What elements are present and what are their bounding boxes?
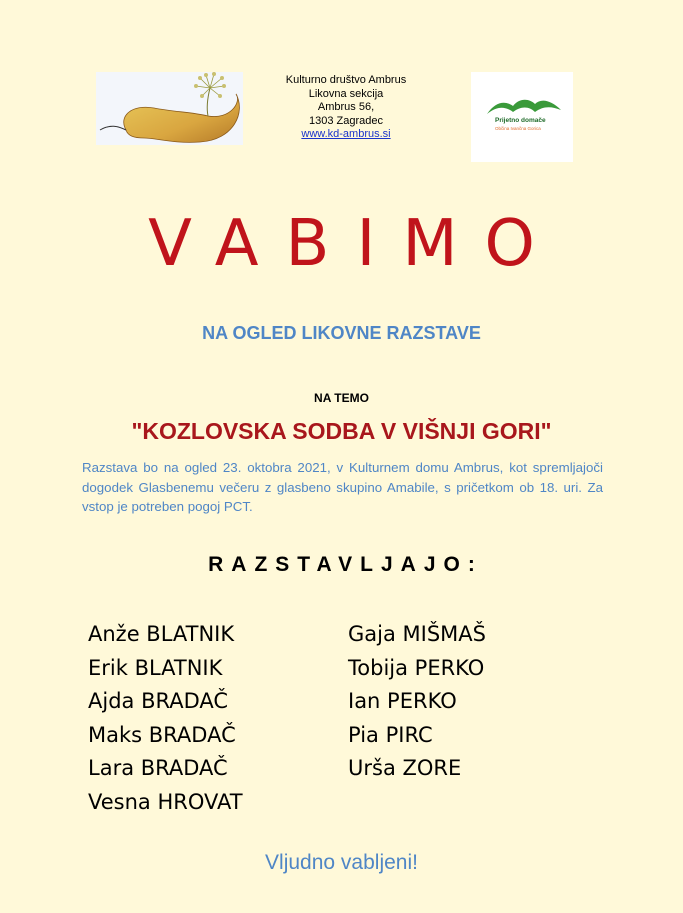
- ambrus-logo: [96, 72, 243, 145]
- org-section: Likovna sekcija: [308, 87, 384, 100]
- org-address: Ambrus 56,: [317, 101, 375, 113]
- exhibition-theme: "KOZLOVSKA SODBA V VIŠNJI GORI": [131, 418, 552, 444]
- pear-and-flower-logo-icon: [96, 72, 243, 145]
- exhibitor-name: Lara BRADAČ: [88, 756, 228, 780]
- exhibitor-name: Ajda BRADAČ: [88, 689, 229, 713]
- org-website-link[interactable]: www.kd-ambrus.si: [301, 128, 391, 140]
- org-name: Kulturno društvo Ambrus: [285, 74, 407, 86]
- event-description: Razstava bo na ogled 23. oktobra 2021, v Kulturnem domu Ambrus, kot spremljajoči dogodek Glasbenemu večeru z glasbeno skupino Amabile, s pričetkom ob 18. uri. Za vstop je potreben pogoj PCT.: [82, 460, 603, 514]
- exhibitor-name: Urša ZORE: [348, 756, 462, 780]
- exhibitors-column-1: [88, 618, 243, 819]
- headline: VABIMO: [148, 207, 562, 281]
- exhibitor-name: Tobija PERKO: [348, 655, 485, 680]
- logo-brand-text: Prijetno domače: [495, 117, 546, 124]
- exhibitor-name: Vesna HROVAT: [88, 789, 243, 814]
- green-birds-logo-icon: [471, 72, 573, 117]
- theme-label: NA TEMO: [314, 391, 369, 405]
- exhibitor-name: Ian PERKO: [348, 689, 457, 713]
- exhibitor-name: Gaja MIŠMAŠ: [348, 622, 486, 646]
- logo-tagline-text: Občina Ivančna Gorica: [495, 126, 541, 131]
- exhibitor-name: Anže BLATNIK: [88, 622, 235, 646]
- exhibitor-name: Maks BRADAČ: [88, 722, 236, 747]
- org-postcode: 1303 Zagradec: [309, 114, 383, 127]
- exhibitor-name: Pia PIRC: [348, 722, 433, 747]
- organization-info: [270, 74, 422, 142]
- subtitle: NA OGLED LIKOVNE RAZSTAVE: [202, 323, 481, 343]
- exhibitors-title: RAZSTAVLJAJO:: [208, 553, 483, 576]
- exhibitors-column-2: [348, 618, 486, 786]
- closing-text: Vljudno vabljeni!: [265, 851, 418, 874]
- exhibitor-name: Erik BLATNIK: [88, 655, 223, 680]
- prijetno-domace-logo: [471, 72, 573, 162]
